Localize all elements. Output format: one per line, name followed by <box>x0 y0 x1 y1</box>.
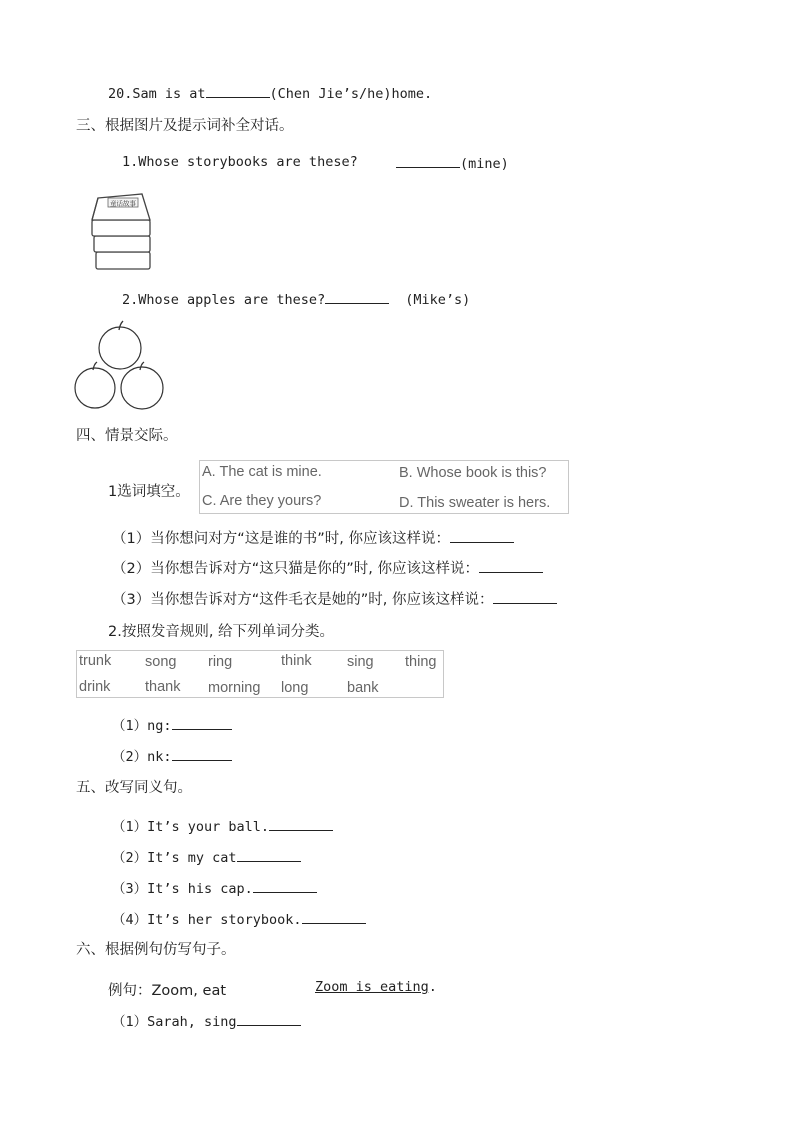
sec5-item-2: （2）It’s my cat <box>112 846 301 866</box>
options-box <box>199 460 569 514</box>
answer-blank[interactable] <box>237 848 301 862</box>
book-bottom <box>96 252 150 269</box>
answer-blank[interactable] <box>450 529 514 543</box>
sec3-q2-question: 2.Whose apples are these? (Mike’s) <box>122 292 471 308</box>
answer-blank[interactable] <box>325 290 389 304</box>
answer-blank[interactable] <box>269 817 333 831</box>
book-lower-top <box>92 220 150 236</box>
sec4-item-1: （1）当你想问对方“这是谁的书”时, 你应该这样说： <box>112 527 514 548</box>
apple-top <box>99 327 141 369</box>
word: long <box>281 680 309 696</box>
sec4-item-2: （2）当你想告诉对方“这只猫是你的”时, 你应该这样说： <box>112 557 543 578</box>
section-4-title: 四、情景交际。 <box>76 428 178 444</box>
sec5-item-1: （1）It’s your ball. <box>112 815 333 835</box>
option-c: C. Are they yours? <box>202 493 322 509</box>
option-b: B. Whose book is this? <box>399 465 547 481</box>
sec6-example-label: 例句：Zoom, eat <box>108 983 227 999</box>
word: trunk <box>79 653 112 669</box>
answer-blank[interactable] <box>172 747 232 761</box>
word: think <box>281 653 312 669</box>
section-5-title: 五、改写同义句。 <box>76 780 192 796</box>
answer-blank[interactable] <box>253 879 317 893</box>
word: morning <box>208 680 261 696</box>
sec6-item-1: （1）Sarah, sing <box>112 1010 301 1030</box>
sec3-q1-question: 1.Whose storybooks are these? <box>122 154 358 170</box>
answer-blank[interactable] <box>237 1012 301 1026</box>
word: thank <box>145 679 181 695</box>
answer-blank[interactable] <box>172 716 232 730</box>
sec5-item-4: （4）It’s her storybook. <box>112 908 366 928</box>
apple-left <box>75 368 115 408</box>
answer-blank[interactable] <box>302 910 366 924</box>
sec4-answer-ng: （1）ng: <box>112 714 232 734</box>
word: sing <box>347 654 374 670</box>
section-6-title: 六、根据例句仿写句子。 <box>76 942 236 958</box>
apples-illustration <box>74 318 168 410</box>
sec6-example-answer: Zoom is eating. <box>315 979 437 995</box>
apple-right <box>121 367 163 409</box>
sec4-answer-nk: （2）nk: <box>112 745 232 765</box>
sec5-item-3: （3）It’s his cap. <box>112 877 317 897</box>
section-3-title: 三、根据图片及提示词补全对话。 <box>76 118 294 134</box>
book-title-text: 童话故事 <box>110 199 136 208</box>
book-middle <box>94 236 150 252</box>
answer-blank[interactable] <box>479 559 543 573</box>
word: ring <box>208 654 233 670</box>
answer-blank[interactable] <box>206 84 270 98</box>
sec4-item-3: （3）当你想告诉对方“这件毛衣是她的”时, 你应该这样说： <box>112 588 557 609</box>
word-box <box>76 650 444 698</box>
word: thing <box>405 654 437 670</box>
sec4-part1-label: 1选词填空。 <box>108 484 190 500</box>
question-20: 20.Sam is at (Chen Jie’s/he)home. <box>108 86 433 102</box>
storybooks-illustration <box>88 188 158 274</box>
option-d: D. This sweater is hers. <box>399 495 551 511</box>
word: drink <box>79 679 111 695</box>
option-a: A. The cat is mine. <box>202 464 322 480</box>
answer-blank[interactable] <box>493 590 557 604</box>
sec3-q1-answer: (mine) <box>396 154 509 172</box>
answer-blank[interactable] <box>396 154 460 168</box>
sec4-part2-label: 2.按照发音规则, 给下列单词分类。 <box>108 624 335 640</box>
word: bank <box>347 680 379 696</box>
word: song <box>145 654 177 670</box>
